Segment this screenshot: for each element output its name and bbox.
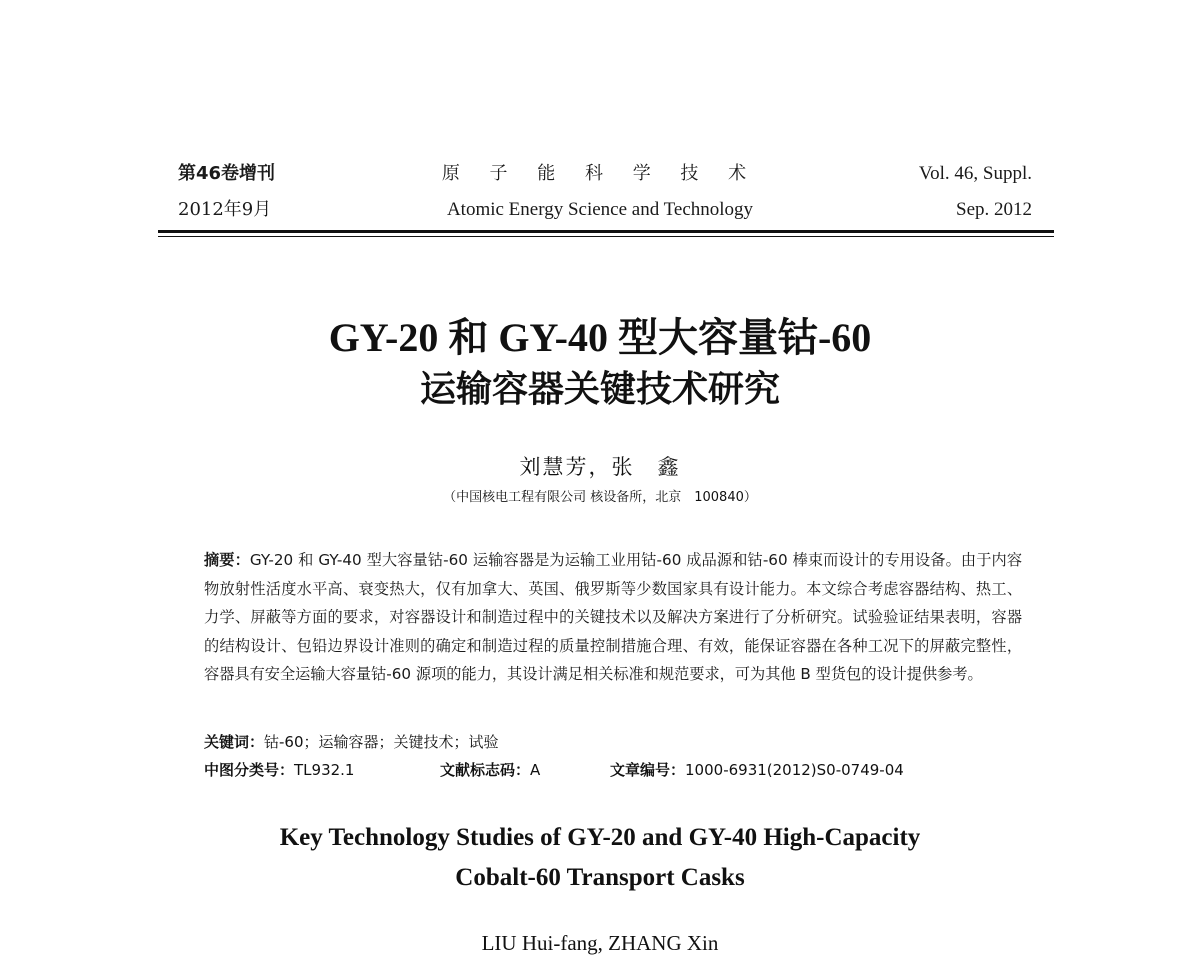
- header-rule-thick: [158, 230, 1054, 233]
- header-rule-thin: [158, 236, 1054, 237]
- keywords-label: 关键词：: [204, 733, 265, 751]
- authors-en: LIU Hui-fang, ZHANG Xin: [481, 931, 719, 955]
- doc-code-value: A: [530, 761, 541, 779]
- keywords-cn: [204, 730, 499, 754]
- authors-cn: 刘慧芳，张 鑫: [519, 455, 681, 479]
- title-en-line1: Key Technology Studies of GY-20 and GY-40 High-Capacity: [279, 824, 921, 851]
- title-en-line2: Cobalt-60 Transport Casks: [455, 864, 745, 891]
- header-left: [178, 156, 275, 228]
- date-cn: 2012年9月: [178, 199, 272, 220]
- article-id-value: 1000-6931(2012)S0-0749-04: [685, 761, 904, 779]
- article-id-label: 文章编号：: [610, 761, 686, 779]
- clc-number: [204, 758, 440, 782]
- doc-code-label: 文献标志码：: [440, 761, 531, 779]
- header-right: [919, 156, 1032, 228]
- title-cn-line1: GY-20 和 GY-40 型大容量钴-60: [328, 315, 872, 360]
- clc-value: TL932.1: [294, 761, 355, 779]
- affiliation-cn: （中国核电工程有限公司 核设备所，北京 100840）: [443, 490, 757, 505]
- document-code: [440, 758, 610, 782]
- article-id: [610, 758, 904, 782]
- volume-en: Vol. 46, Suppl.: [918, 163, 1032, 184]
- classification-line: [204, 758, 1004, 782]
- keywords-text: 钴-60；运输容器；关键技术；试验: [264, 733, 499, 751]
- abstract-label: 摘要：: [204, 551, 250, 569]
- abstract-cn: [204, 546, 1022, 689]
- volume-cn: 第46卷增刊: [178, 163, 276, 184]
- paper-title-cn: [100, 312, 1100, 416]
- title-cn-line2: 运输容器关键技术研究: [419, 369, 780, 410]
- paper-title-en: [100, 818, 1100, 898]
- abstract-text: GY-20 和 GY-40 型大容量钴-60 运输容器是为运输工业用钴-60 成品源和钴-60 棒束而设计的专用设备。由于内容物放射性活度水平高、衰变热大，仅有加拿大、英国、俄罗斯等少数国家具有设计能力。本文综合考虑容器结构、热工、力学、屏蔽等方面的要求，对容器设计和制造过程中的关键技术以及解决方案进行了分析研究。试验验证结果表明，容器的结构设计、包铅边界设计准则的确定和制造过程的质量控制措施合理、有效，能保证容器在各种工况下的屏蔽完整性，容器具有安全运输大容量钴-60 源项的能力，其设计满足相关标准和规范要求，可为其他 B 型货包的设计提供参考。: [204, 551, 1023, 683]
- journal-name-en: Atomic Energy Science and Technology: [446, 199, 754, 220]
- header-center: [360, 156, 840, 228]
- clc-label: 中图分类号：: [204, 761, 295, 779]
- journal-name-cn: 原 子 能 科 学 技 术: [441, 163, 759, 184]
- date-en: Sep. 2012: [956, 199, 1032, 220]
